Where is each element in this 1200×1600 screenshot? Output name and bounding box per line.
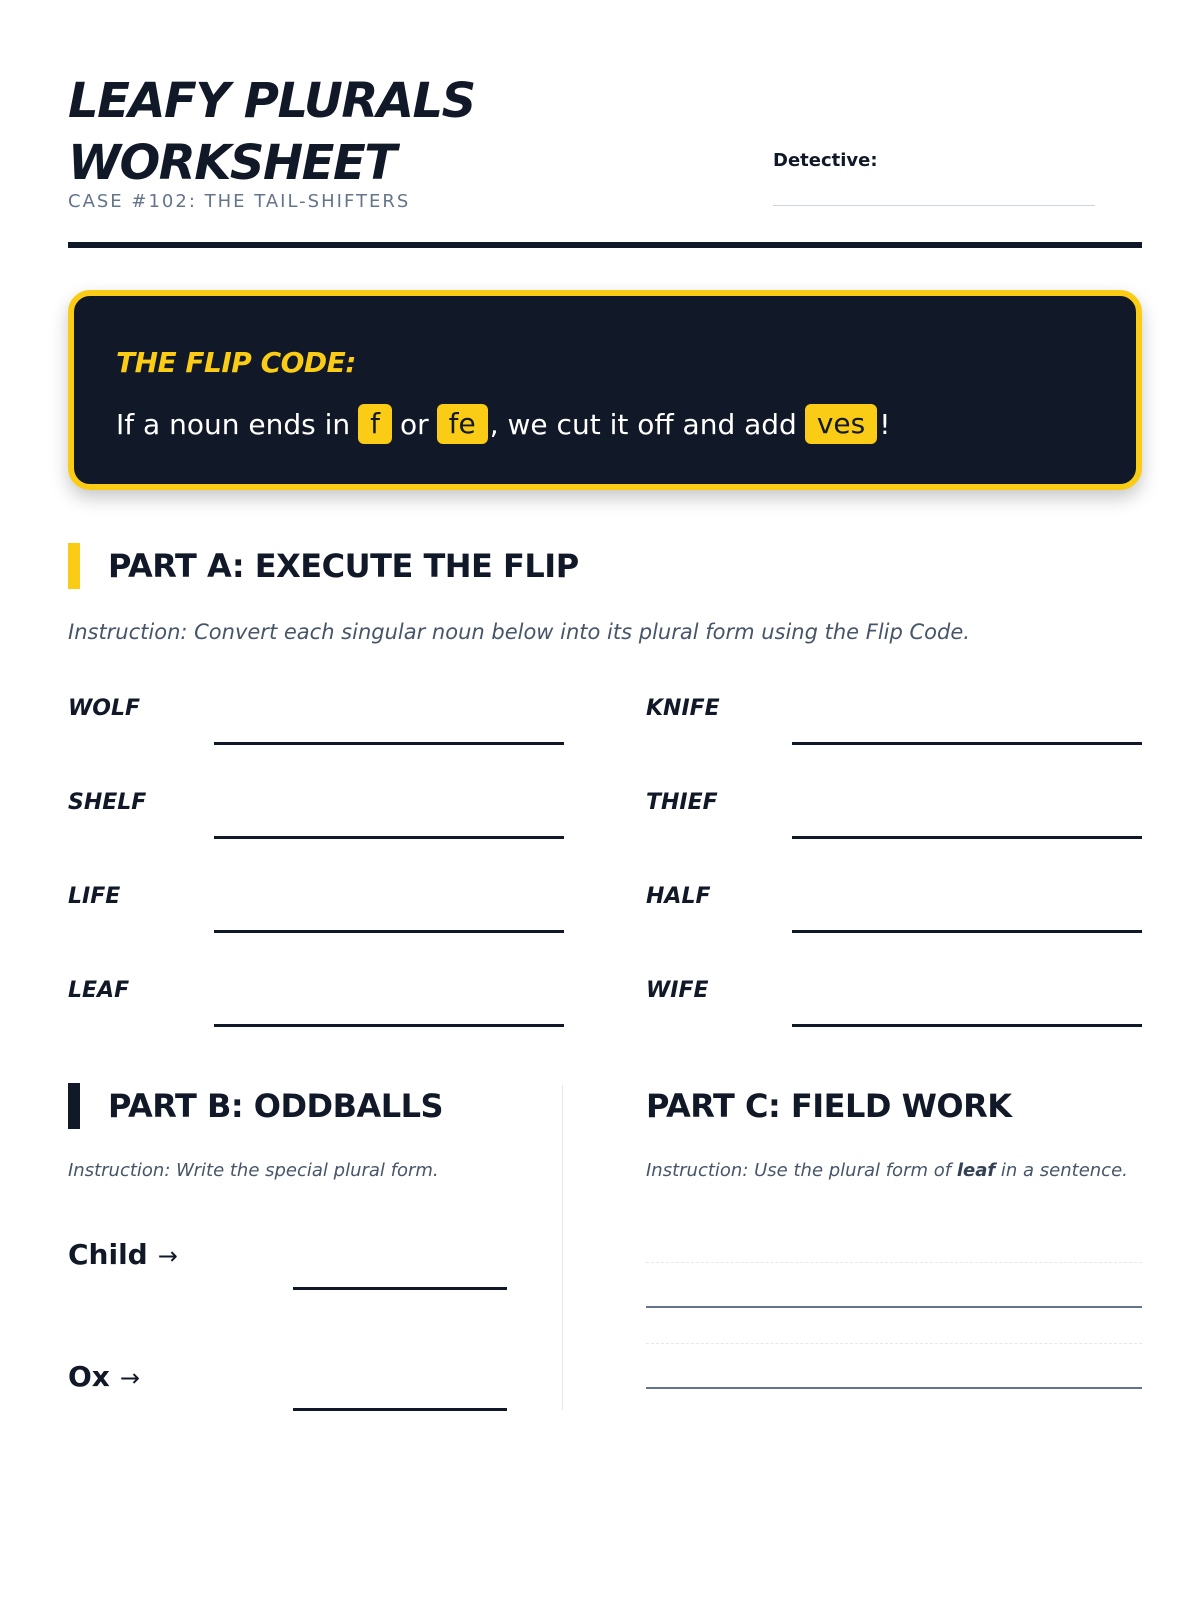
- chip-fe: fe: [437, 404, 488, 444]
- answer-line-thief[interactable]: [792, 836, 1142, 839]
- case-subtitle: CASE #102: THE TAIL-SHIFTERS: [68, 191, 411, 212]
- oddball-child: [68, 1238, 178, 1271]
- flip-text-part-4: !: [879, 407, 891, 441]
- guide-line-1: [646, 1262, 1142, 1263]
- part-a-instruction: Instruction: Convert each singular noun below into its plural form using the Flip Code.: [68, 620, 970, 644]
- word-knife: KNIFE: [646, 696, 720, 721]
- answer-line-half[interactable]: [792, 930, 1142, 933]
- header-divider: [68, 242, 1142, 248]
- answer-line-life[interactable]: [214, 930, 564, 933]
- detective-label: Detective:: [773, 150, 878, 171]
- chip-f: f: [358, 404, 392, 444]
- word-thief: THIEF: [646, 790, 718, 815]
- word-wife: WIFE: [646, 978, 709, 1003]
- sentence-line-1[interactable]: [646, 1306, 1142, 1308]
- title-line-1: LEAFY PLURALS: [68, 73, 475, 129]
- answer-line-wolf[interactable]: [214, 742, 564, 745]
- flip-code-title: THE FLIP CODE:: [116, 346, 356, 379]
- part-c-instruction-text: Instruction: Use the plural form of: [646, 1160, 957, 1181]
- answer-line-leaf[interactable]: [214, 1024, 564, 1027]
- title-line-2: WORKSHEET: [68, 135, 396, 191]
- part-c-target-word: leaf: [956, 1160, 996, 1181]
- flip-text-part-3: , we cut it off and add: [489, 407, 797, 441]
- word-half: HALF: [646, 884, 711, 909]
- part-c-instruction: [646, 1160, 1128, 1181]
- oddball-child-word: Child: [68, 1238, 148, 1271]
- part-b-title: PART B: ODDBALLS: [108, 1087, 444, 1125]
- word-shelf: SHELF: [68, 790, 147, 815]
- chip-ves: ves: [805, 404, 877, 444]
- sentence-line-2[interactable]: [646, 1387, 1142, 1389]
- part-c-instruction-text-end: in a sentence.: [995, 1160, 1128, 1181]
- part-b-instruction: Instruction: Write the special plural form.: [68, 1160, 439, 1181]
- answer-line-child[interactable]: [293, 1287, 507, 1290]
- arrow-right-icon: →: [157, 1242, 178, 1270]
- worksheet-page: [68, 0, 1142, 1600]
- word-wolf: WOLF: [68, 696, 141, 721]
- answer-line-wife[interactable]: [792, 1024, 1142, 1027]
- part-c-title: PART C: FIELD WORK: [646, 1087, 1012, 1125]
- guide-line-2: [646, 1343, 1142, 1344]
- part-a-title: PART A: EXECUTE THE FLIP: [108, 547, 579, 585]
- part-b-accent-bar: [68, 1083, 80, 1129]
- detective-name-line[interactable]: [773, 205, 1095, 206]
- word-life: LIFE: [68, 884, 121, 909]
- word-leaf: LEAF: [68, 978, 130, 1003]
- flip-text-part-1: If a noun ends in: [116, 407, 351, 441]
- part-a-accent-bar: [68, 543, 80, 589]
- answer-line-shelf[interactable]: [214, 836, 564, 839]
- answer-line-ox[interactable]: [293, 1408, 507, 1411]
- flip-text-part-2: or: [399, 407, 429, 441]
- answer-line-knife[interactable]: [792, 742, 1142, 745]
- page-title: [68, 70, 475, 194]
- arrow-right-icon: →: [119, 1364, 140, 1392]
- oddball-ox-word: Ox: [68, 1360, 110, 1393]
- flip-code-rule: [116, 404, 890, 444]
- column-divider: [562, 1085, 563, 1410]
- flip-code-box: [68, 290, 1142, 490]
- oddball-ox: [68, 1360, 140, 1393]
